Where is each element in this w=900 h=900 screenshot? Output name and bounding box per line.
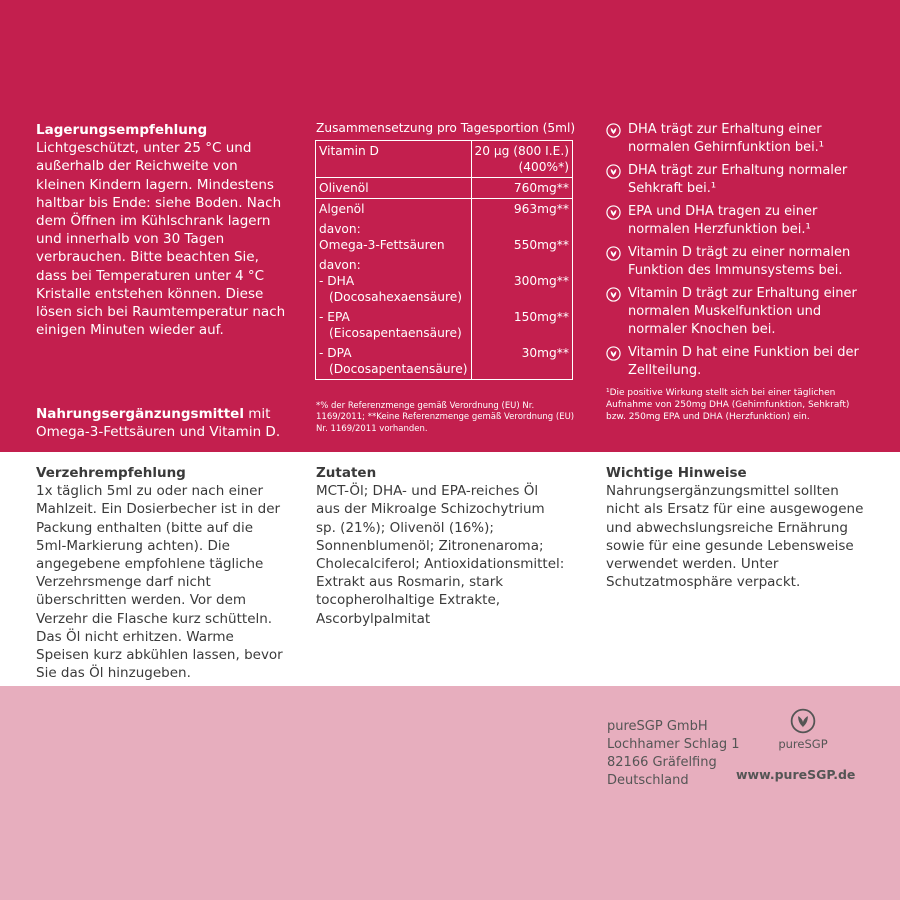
vitd-percent: (400%*) [518, 160, 569, 174]
list-item [606, 244, 871, 280]
company-city: 82166 Gräfelfing [607, 755, 717, 770]
row-label [316, 307, 472, 343]
table-row [316, 141, 573, 178]
leaf-icon [606, 123, 621, 138]
davon-label: davon: [319, 222, 361, 236]
table-row [316, 343, 573, 380]
row-value: 760mg** [471, 178, 572, 199]
notes-text: Nahrungsergänzungsmittel sollten nicht als Ersatz für eine ausgewogene und abwechslungsreiche Ernährung sowie für eine gesunde Lebensweise verwendet werden. Unter Schutzatmosphäre verpackt. [606, 483, 864, 591]
row-label: Vitamin D [316, 141, 472, 178]
list-item [606, 162, 871, 198]
table-row [316, 307, 573, 343]
company-street: Lochhamer Schlag 1 [607, 737, 740, 752]
claim-text: Vitamin D trägt zu einer normalen Funktion des Immunsystems bei. [628, 245, 851, 278]
row-label [316, 255, 472, 307]
usage-text: 1x täglich 5ml zu oder nach einer Mahlzeit. Ein Dosierbecher ist in der Packung enthalten (bitte auf die 5ml-Markierung achten). Die angegebene empfohlene tägliche Verzehrsmenge darf nicht überschritten werden. Vor dem Verzehr die Flasche kurz schütteln. Das Öl nicht erhitzen. Warme Speisen kurz abkühlen lassen, bevor Sie das Öl hinzugeben. [36, 483, 283, 682]
storage-text: Lichtgeschützt, unter 25 °C und außerhalb der Reichweite von kleinen Kindern lagern. Mindestens haltbar bis Ende: siehe Boden. Nach dem Öffnen im Kühlschrank lagern und innerhalb von 30 Tagen verbrauchen. Bitte beachten Sie, dass bei Temperaturen unter 4 °C Kristalle entstehen können. Diese lösen sich bei Raumtemperatur nach einigen Minuten wieder auf. [36, 140, 286, 339]
dpa-sub: (Docosapentaensäure) [329, 362, 468, 376]
composition-table [315, 140, 573, 380]
list-item [606, 285, 871, 339]
supplement-statement [36, 405, 291, 441]
supplement-bold: Nahrungsergänzungsmittel [36, 406, 244, 422]
supplement-text: mit Omega-3-Fettsäuren und Vitamin D. [36, 406, 281, 441]
leaf-icon [606, 164, 621, 179]
omega-value: 550mg** [513, 238, 569, 252]
row-label [316, 219, 472, 255]
claim-text: Vitamin D hat eine Funktion bei der Zellteilung. [628, 345, 859, 378]
row-value [471, 141, 572, 178]
list-item [606, 344, 871, 380]
row-value: 150mg** [513, 310, 569, 324]
claim-text: DHA trägt zur Erhaltung normaler Sehkraft bei.¹ [628, 163, 848, 196]
company-name: pureSGP GmbH [607, 719, 708, 734]
row-label [316, 343, 472, 380]
dha-sub: (Docosahexaensäure) [329, 290, 463, 304]
epa-sub: (Eicosapentaensäure) [329, 326, 462, 340]
leaf-icon [606, 205, 621, 220]
logo-text: pureSGP [778, 737, 828, 751]
company-url[interactable]: www.pureSGP.de [736, 767, 856, 782]
dha-value: 300mg** [513, 274, 569, 288]
composition-footnote: *% der Referenzmenge gemäß Verordnung (EU) Nr. 1169/2011; **Keine Referenzmenge gemäß Verordnung (EU) Nr. 1169/2011 vorhanden. [316, 401, 575, 434]
company-address [607, 718, 740, 790]
company-country: Deutschland [607, 773, 689, 788]
row-value [471, 255, 572, 307]
health-claims-list [606, 121, 871, 385]
list-item [606, 121, 871, 157]
table-row [316, 219, 573, 255]
leaf-icon [606, 246, 621, 261]
vitd-value: 20 µg (800 I.E.) [474, 144, 569, 158]
davon-label: davon: [319, 258, 361, 272]
list-item [606, 203, 871, 239]
claim-text: EPA und DHA tragen zu einer normalen Herzfunktion bei.¹ [628, 204, 818, 237]
ingredients-text: MCT-Öl; DHA- und EPA-reiches Öl aus der Mikroalge Schizochytrium sp. (21%); Olivenöl (16%); Sonnenblumenöl; Zitronenaroma; Cholecalciferol; Antioxidationsmittel: Extrakt aus Rosmarin, stark tocopherolhaltige Extrakte, Ascorbylpalmitat [316, 483, 565, 627]
composition-title: Zusammensetzung pro Tagesportion (5ml) [316, 121, 576, 135]
leaf-icon [606, 287, 621, 302]
table-row [316, 199, 573, 220]
table-row [316, 255, 573, 307]
row-label: Olivenöl [316, 178, 472, 199]
dpa-label: - DPA [319, 346, 352, 360]
ingredients-section [316, 464, 566, 628]
usage-section [36, 464, 286, 682]
bottom-section [0, 686, 900, 900]
table-row [316, 178, 573, 199]
claims-footnote: ¹Die positive Wirkung stellt sich bei einer täglichen Aufnahme von 250mg DHA (Gehirnfunktion, Sehkraft) bzw. 250mg EPA und DHA (Herzfunktion) ein. [606, 388, 850, 422]
notes-title: Wichtige Hinweise [606, 465, 747, 481]
leaf-logo-icon [790, 708, 816, 734]
ingredients-title: Zutaten [316, 465, 377, 481]
leaf-icon [606, 346, 621, 361]
claim-text: DHA trägt zur Erhaltung einer normalen Gehirnfunktion bei.¹ [628, 122, 825, 155]
epa-label: - EPA [319, 310, 350, 324]
row-label: Algenöl [316, 199, 472, 220]
row-value: 30mg** [521, 346, 569, 360]
company-logo [773, 708, 833, 751]
row-value: 963mg** [471, 199, 572, 220]
omega-label: Omega-3-Fettsäuren [319, 238, 445, 252]
storage-section [36, 121, 286, 339]
dha-label: - DHA [319, 274, 355, 288]
claim-text: Vitamin D trägt zur Erhaltung einer normalen Muskelfunktion und normaler Knochen bei. [628, 286, 857, 337]
row-value [471, 219, 572, 255]
usage-title: Verzehrempfehlung [36, 465, 186, 481]
notes-section [606, 464, 868, 591]
storage-title: Lagerungsempfehlung [36, 122, 208, 138]
